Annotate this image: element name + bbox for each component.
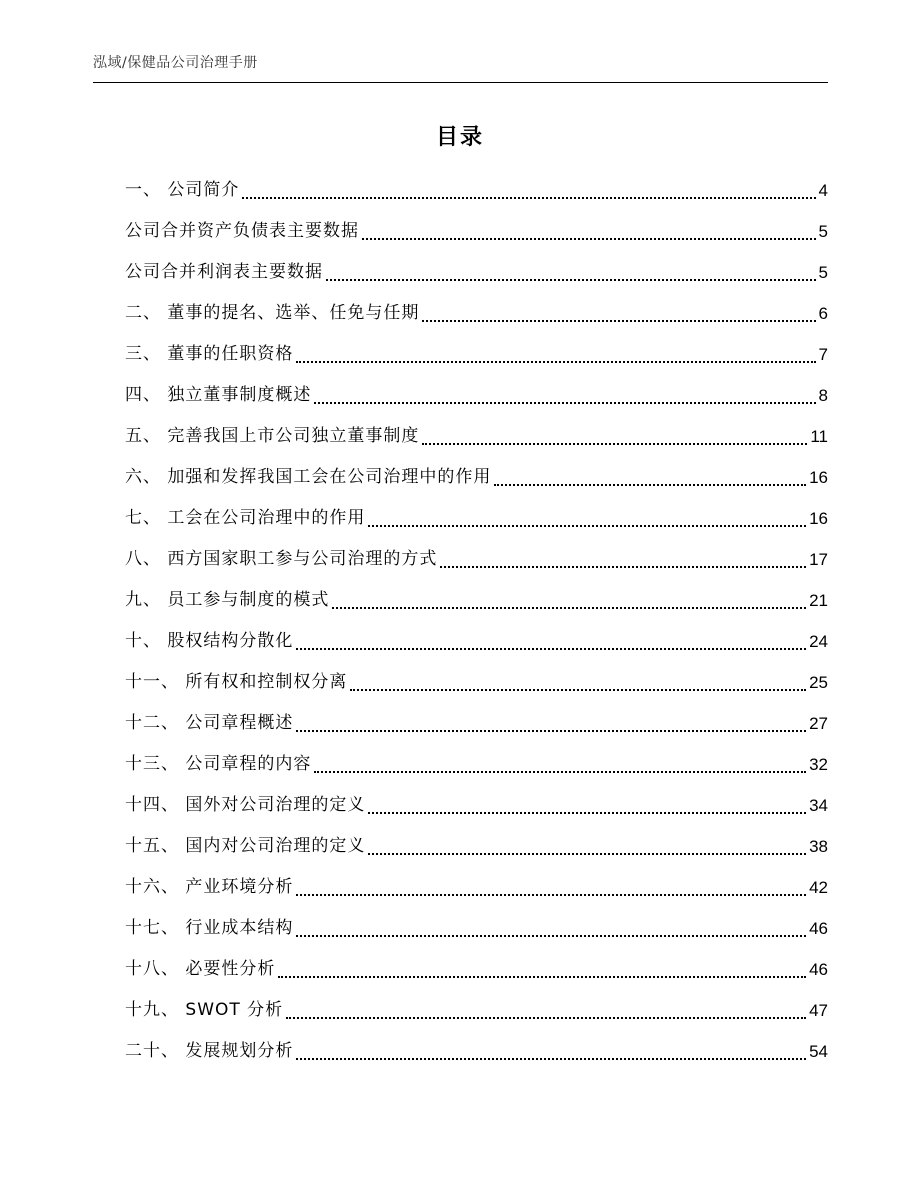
header-divider (93, 82, 828, 83)
toc-entry[interactable] (125, 170, 828, 211)
toc-leader-dots (422, 443, 807, 445)
toc-entry[interactable] (125, 498, 828, 539)
toc-page-number: 8 (818, 386, 828, 405)
toc-page-number: 4 (818, 181, 828, 200)
toc-page-number: 42 (809, 878, 828, 897)
toc-entry[interactable] (125, 293, 828, 334)
toc-entry-label: 二十、 发展规划分析 (125, 1041, 294, 1061)
toc-leader-dots (242, 197, 815, 199)
toc-entry[interactable] (125, 867, 828, 908)
toc-entry[interactable] (125, 621, 828, 662)
running-header: 泓域/保健品公司治理手册 (93, 55, 258, 71)
toc-entry-label: 十五、 国内对公司治理的定义 (125, 836, 366, 856)
toc-leader-dots (296, 361, 815, 363)
toc-page-number: 47 (809, 1001, 828, 1020)
toc-entry[interactable] (125, 662, 828, 703)
toc-page-number: 32 (809, 755, 828, 774)
toc-page-number: 46 (809, 960, 828, 979)
toc-entry[interactable] (125, 252, 828, 293)
toc-entry-label: 十二、 公司章程概述 (125, 713, 294, 733)
toc-entry-label: 七、 工会在公司治理中的作用 (125, 508, 366, 528)
toc-leader-dots (326, 279, 816, 281)
toc-leader-dots (368, 853, 806, 855)
toc-entry[interactable] (125, 908, 828, 949)
toc-page-number: 38 (809, 837, 828, 856)
toc-entry-label: 十、 股权结构分散化 (125, 631, 294, 651)
toc-page-number: 6 (818, 304, 828, 323)
toc-entry[interactable] (125, 375, 828, 416)
toc-page-number: 16 (809, 509, 828, 528)
toc-entry-label: 八、 西方国家职工参与公司治理的方式 (125, 549, 438, 569)
toc-leader-dots (362, 238, 816, 240)
toc-leader-dots (286, 1017, 806, 1019)
toc-page-number: 27 (809, 714, 828, 733)
toc-entry[interactable] (125, 703, 828, 744)
toc-entry[interactable] (125, 990, 828, 1031)
toc-entry-label: 三、 董事的任职资格 (125, 344, 294, 364)
toc-entry[interactable] (125, 826, 828, 867)
toc-entry-label: 六、 加强和发挥我国工会在公司治理中的作用 (125, 467, 492, 487)
toc-entry[interactable] (125, 334, 828, 375)
toc-entry-label: 十七、 行业成本结构 (125, 918, 294, 938)
toc-entry-label: 五、 完善我国上市公司独立董事制度 (125, 426, 420, 446)
toc-entry-label: 十九、 SWOT 分析 (125, 1000, 284, 1020)
toc-leader-dots (368, 525, 806, 527)
toc-leader-dots (296, 648, 806, 650)
toc-leader-dots (494, 484, 806, 486)
toc-leader-dots (440, 566, 806, 568)
toc-page-number: 11 (810, 427, 828, 446)
toc-page-number: 34 (809, 796, 828, 815)
toc-entry[interactable] (125, 1031, 828, 1072)
toc-page-number: 17 (809, 550, 828, 569)
toc-entry-label: 九、 员工参与制度的模式 (125, 590, 330, 610)
toc-entry-label: 十三、 公司章程的内容 (125, 754, 312, 774)
toc-entry-label: 公司合并利润表主要数据 (125, 262, 323, 282)
toc-entry-label: 二、 董事的提名、选举、任免与任期 (125, 303, 420, 323)
toc-page-number: 7 (818, 345, 828, 364)
toc-entry-label: 十一、 所有权和控制权分离 (125, 672, 348, 692)
toc-entry-label: 十四、 国外对公司治理的定义 (125, 795, 366, 815)
toc-leader-dots (296, 894, 806, 896)
toc-leader-dots (314, 402, 815, 404)
toc-page-number: 5 (818, 222, 828, 241)
toc-leader-dots (296, 1058, 806, 1060)
page-title: 目录 (435, 125, 484, 150)
toc-page-number: 54 (809, 1042, 828, 1061)
toc-entry[interactable] (125, 416, 828, 457)
toc-entry-label: 十八、 必要性分析 (125, 959, 276, 979)
toc-entry[interactable] (125, 785, 828, 826)
toc-page-number: 5 (818, 263, 828, 282)
toc-page-number: 25 (809, 673, 828, 692)
table-of-contents (125, 170, 828, 1072)
toc-leader-dots (368, 812, 806, 814)
toc-entry-label: 四、 独立董事制度概述 (125, 385, 312, 405)
toc-entry[interactable] (125, 539, 828, 580)
toc-leader-dots (332, 607, 806, 609)
toc-page-number: 21 (809, 591, 828, 610)
toc-leader-dots (314, 771, 806, 773)
toc-page-number: 24 (809, 632, 828, 651)
toc-entry[interactable] (125, 211, 828, 252)
toc-entry[interactable] (125, 580, 828, 621)
toc-leader-dots (296, 935, 806, 937)
toc-page-number: 16 (809, 468, 828, 487)
toc-page-number: 46 (809, 919, 828, 938)
toc-entry-label: 公司合并资产负债表主要数据 (125, 221, 359, 241)
toc-leader-dots (278, 976, 806, 978)
toc-leader-dots (350, 689, 806, 691)
toc-entry[interactable] (125, 457, 828, 498)
toc-entry[interactable] (125, 744, 828, 785)
toc-entry-label: 十六、 产业环境分析 (125, 877, 294, 897)
toc-leader-dots (296, 730, 806, 732)
toc-entry[interactable] (125, 949, 828, 990)
toc-leader-dots (422, 320, 815, 322)
toc-entry-label: 一、 公司简介 (125, 180, 240, 200)
